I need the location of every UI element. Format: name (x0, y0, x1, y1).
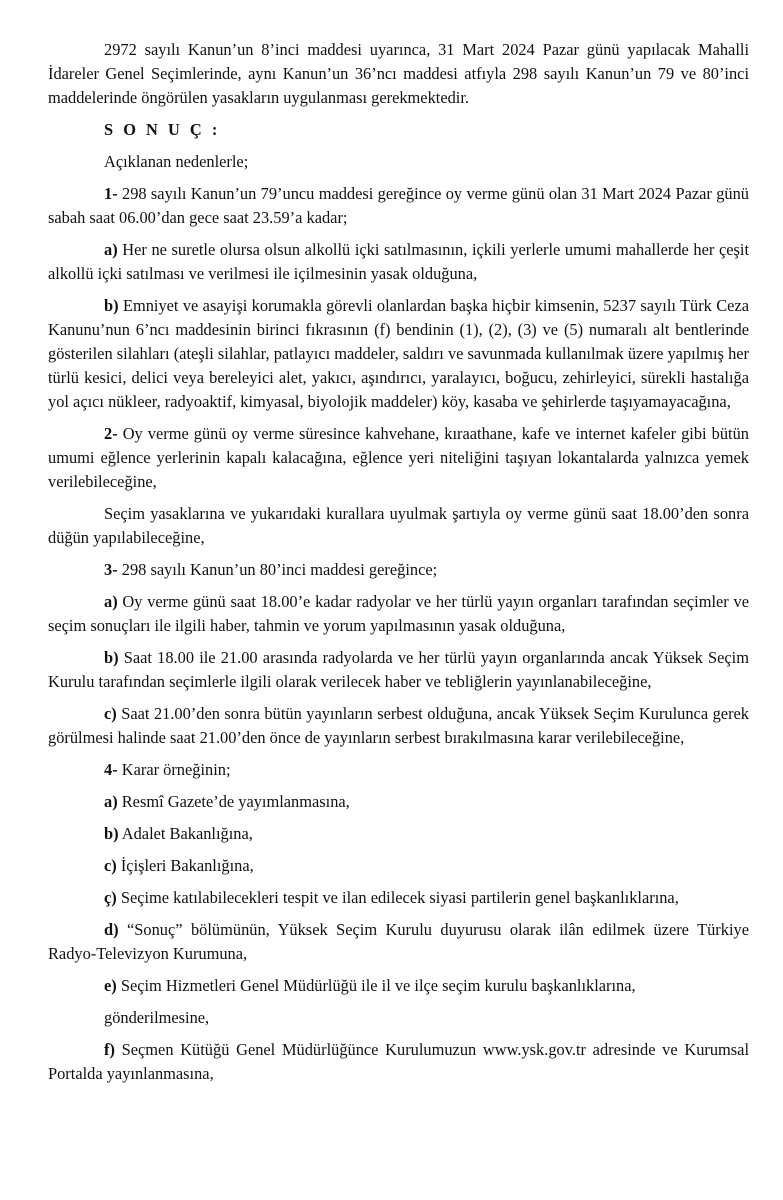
intro-paragraph: 2972 sayılı Kanun’un 8’inci maddesi uyarınca, 31 Mart 2024 Pazar günü yapılacak Mahalli İdareler Genel Seçimlerinde, aynı Kanun’un 36’ncı maddesi atfıyla 298 sayılı Kanun’un 79 ve 80’inci maddelerinde öngörülen yasakların uygulanması gerekmektedir. (48, 40, 749, 107)
item-4e: e) Seçim Hizmetleri Genel Müdürlüğü ile il ve ilçe seçim kurulu başkanlıklarına, (104, 976, 636, 995)
item-1b: b) Emniyet ve asayişi korumakla görevli olanlardan başka hiçbir kimsenin, 5237 sayılı Türk Ceza Kanunu’nun 6’ncı maddesinin birinci fıkrasının (f) bendinin (1), (2), (3) ve (5) numaralı alt bentlerinde gösterilen silahları (ateşli silahlar, patlayıcı maddeler, saldırı ve savunmada kullanılmak üzere yapılmış her türlü kesici, delici veya bereleyici alet, yakıcı, aşındırıcı, yaralayıcı, boğucu, zehirleyici, sürekli hastalığa yol açıcı nükleer, radyoaktif, kimyasal, biyolojik maddeler) köy, kasaba ve şehirlerde taşıyamayacağına, (48, 296, 749, 411)
item-4a: a) Resmî Gazete’de yayımlanmasına, (104, 792, 350, 811)
wedding-paragraph: Seçim yasaklarına ve yukarıdaki kurallara uyulmak şartıyla oy verme günü saat 18.00’den sonra düğün yapılabileceğine, (48, 504, 749, 547)
item-4cc: ç) Seçime katılabilecekleri tespit ve ilan edilecek siyasi partilerin genel başkanlıklarına, (104, 888, 679, 907)
sonuc-heading: S O N U Ç : (104, 120, 221, 139)
item-4f: f) Seçmen Kütüğü Genel Müdürlüğünce Kurulumuzun www.ysk.gov.tr adresinde ve Kurumsal Portalda yayınlanmasına, (48, 1040, 749, 1083)
item-1a: a) Her ne suretle olursa olsun alkollü içki satılmasının, içkili yerlerle umumi mahallerde her çeşit alkollü içki satılması ve verilmesi ile içilmesinin yasak olduğuna, (48, 240, 749, 283)
item-4b: b) Adalet Bakanlığına, (104, 824, 253, 843)
send-paragraph: gönderilmesine, (104, 1008, 210, 1027)
item-3c: c) Saat 21.00’den sonra bütün yayınların serbest olduğuna, ancak Yüksek Seçim Kurulunca gerek görülmesi halinde saat 21.00’den önce de yayınların serbest bırakılmasına karar verilebileceğine, (48, 704, 749, 747)
item-4d: d) “Sonuç” bölümünün, Yüksek Seçim Kurulu duyurusu olarak ilân edilmek üzere Türkiye Radyo-Televizyon Kurumuna, (48, 920, 749, 963)
item-2: 2- Oy verme günü oy verme süresince kahvehane, kıraathane, kafe ve internet kafeler gibi bütün umumi eğlence yerlerinin kapalı kalacağına, eğlence yeri niteliğini taşıyan lokantalarda yalnızca yemek verilebileceğine, (48, 424, 749, 491)
item-1: 1- 298 sayılı Kanun’un 79’uncu maddesi gereğince oy verme günü olan 31 Mart 2024 Pazar günü sabah saat 06.00’dan gece saat 23.59’a kadar; (48, 184, 749, 227)
item-3b: b) Saat 18.00 ile 21.00 arasında radyolarda ve her türlü yayın organlarında ancak Yüksek Seçim Kurulu tarafından seçimlerle ilgili olarak verilecek haber ve tebliğlerin yayınlanabileceğine, (48, 648, 749, 691)
item-3: 3- 298 sayılı Kanun’un 80’inci maddesi gereğince; (104, 560, 438, 579)
item-4: 4- Karar örneğinin; (104, 760, 231, 779)
reasons-paragraph: Açıklanan nedenlerle; (104, 152, 249, 171)
item-4c: c) İçişleri Bakanlığına, (104, 856, 254, 875)
item-3a: a) Oy verme günü saat 18.00’e kadar radyolar ve her türlü yayın organları tarafından seçimler ve seçim sonuçları ile ilgili haber, tahmin ve yorum yapılmasının yasak olduğuna, (48, 592, 749, 635)
